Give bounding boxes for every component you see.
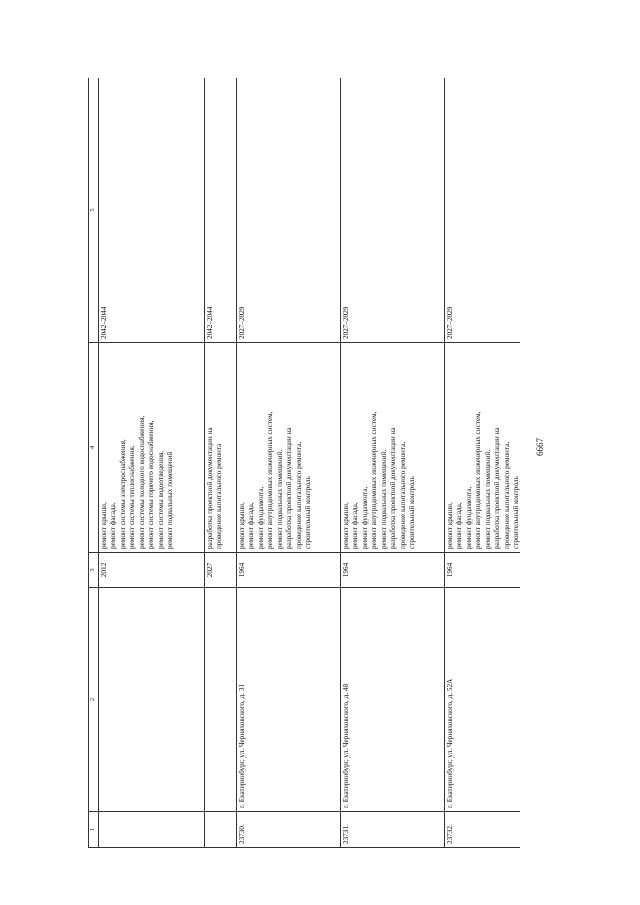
built-year-cell: 1964 [444,553,520,588]
work-item: ремонт фундамента, [464,486,473,549]
work-item: ремонт системы водоотведения, [156,450,165,549]
header-cell-3: 3 [89,553,99,588]
period-cell: 2027–2029 [236,78,340,343]
work-item: ремонт крыши, [99,502,108,549]
work-item: ремонт фасада, [247,502,256,549]
header-cell-4: 4 [89,343,99,553]
work-item: проведение капитального ремонта, [398,441,407,549]
work-item: ремонт фасада, [351,502,360,549]
work-item: ремонт фундамента, [360,486,369,549]
work-item: ремонт фасада, [455,502,464,549]
work-item: ремонт крыши, [341,502,350,549]
row-number-cell [98,812,204,848]
work-item: разработка проектной документации на [389,427,398,549]
work-item: ремонт подвальных помещений, [379,449,388,549]
work-item: ремонт системы теплоснабжения, [128,445,137,549]
table-row [236,78,340,848]
table-body [98,78,520,848]
address-cell: г. Екатеринбург, ул. Черняховского, д. 52А [444,588,520,812]
work-item: строительный контроль [408,476,417,549]
table-row [444,78,520,848]
works-cell [340,343,444,553]
work-item: проведение капитального ремонта, [294,441,303,549]
row-number-cell [204,812,236,848]
work-item: ремонт крыши, [445,502,454,549]
table-row [340,78,444,848]
built-year-cell: 2027 [204,553,236,588]
work-item: ремонт фундамента, [256,486,265,549]
works-cell [444,343,520,553]
work-item: проведение капитального ремонта, [502,441,511,549]
work-item: ремонт подвальных помещений [166,451,175,549]
works-cell [98,343,204,553]
work-item: строительный контроль [512,476,520,549]
period-cell: 2042–2044 [98,78,204,343]
period-cell: 2027–2029 [340,78,444,343]
work-item: разработка проектной документации на [285,427,294,549]
repair-schedule-table [88,78,520,848]
address-cell: г. Екатеринбург, ул. Черняховского, д. 48 [340,588,444,812]
work-item: разработка проектной документации на [205,427,214,549]
address-cell: г. Екатеринбург, ул. Черняховского, д. 31 [236,588,340,812]
work-item: ремонт крыши, [237,502,246,549]
work-item: разработка проектной документации на [493,427,502,549]
header-cell-2: 2 [89,588,99,812]
row-number-cell: 23732. [444,812,520,848]
built-year-cell: 1964 [236,553,340,588]
work-item: ремонт подвальных помещений, [483,449,492,549]
built-year-cell: 2012 [98,553,204,588]
work-item: ремонт внутридомовых инженерных систем, [370,411,379,549]
table-row [204,78,236,848]
work-item: ремонт подвальных помещений, [275,449,284,549]
header-cell-1: 1 [89,812,99,848]
period-cell: 2027–2029 [444,78,520,343]
row-number-cell: 23731. [340,812,444,848]
work-item: ремонт внутридомовых инженерных систем, [266,411,275,549]
built-year-cell: 1964 [340,553,444,588]
work-item: ремонт системы горячего водоснабжения, [147,420,156,549]
works-cell [204,343,236,553]
header-cell-5: 5 [89,78,99,343]
table-row [98,78,204,848]
page-number: 6667 [535,438,545,456]
work-item: ремонт внутридомовых инженерных систем, [474,411,483,549]
work-item: ремонт фасада, [109,502,118,549]
work-item: строительный контроль [304,476,313,549]
period-cell: 2042–2044 [204,78,236,343]
work-item: ремонт системы электроснабжения, [118,439,127,549]
work-item: проведение капитального ремонта [215,443,224,549]
works-cell [236,343,340,553]
table-viewport [88,78,520,848]
address-cell [98,588,204,812]
row-number-cell: 23730. [236,812,340,848]
work-item: ремонт системы холодного водоснабжения, [137,415,146,549]
header-row [89,78,99,848]
rotated-table-container [88,78,520,848]
address-cell [204,588,236,812]
